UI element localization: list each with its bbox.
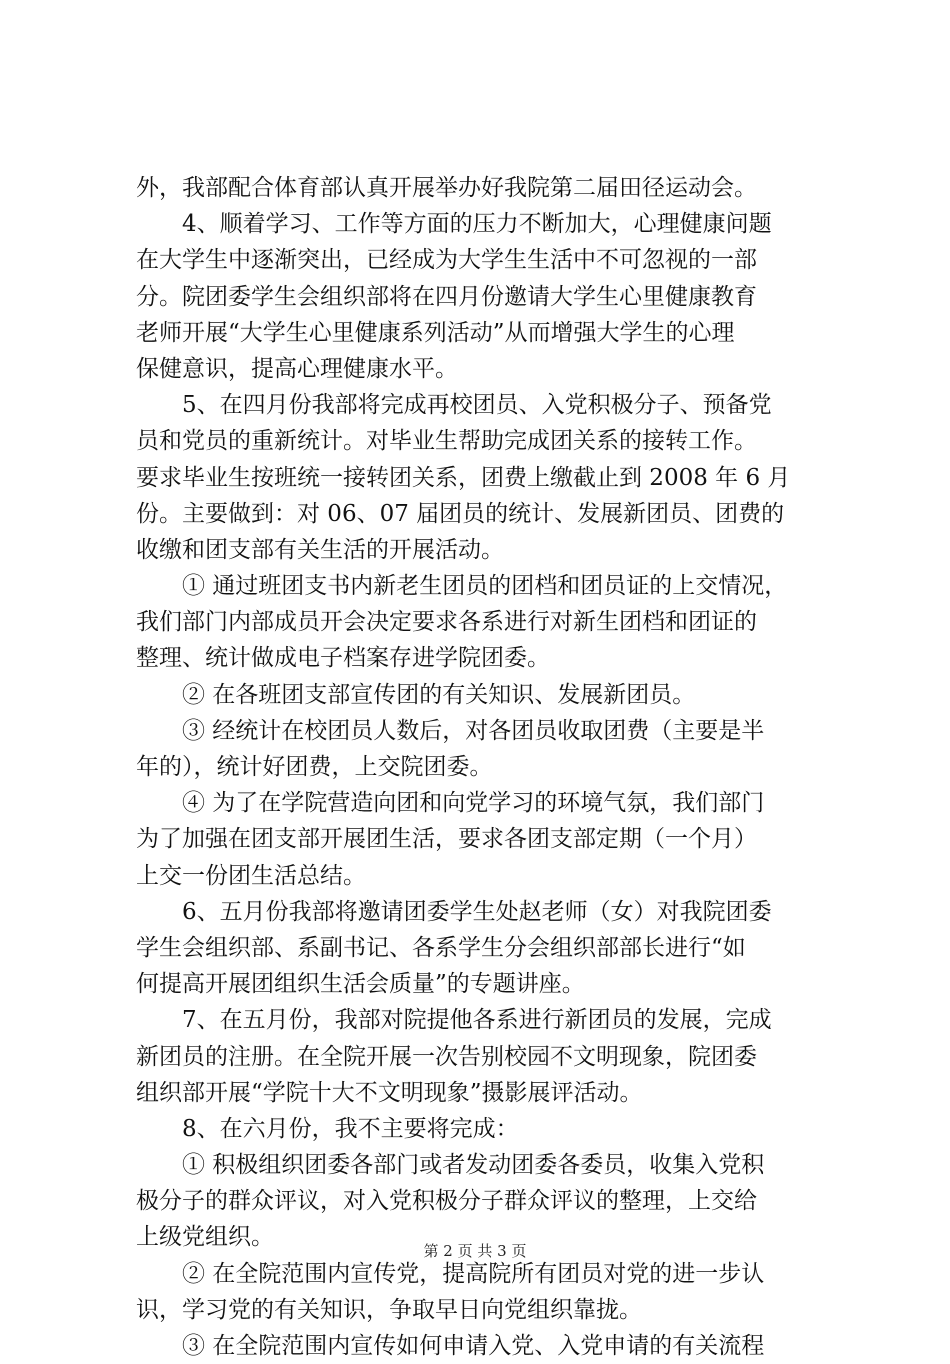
text-line: 我们部门内部成员开会决定要求各系进行对新生团档和团证的 (136, 609, 757, 636)
text-line: ① 通过班团支书内新老生团员的团档和团员证的上交情况， (182, 573, 788, 600)
text-line: 老师开展“大学生心里健康系列活动”从而增强大学生的心理 (136, 319, 735, 346)
text-line: 在大学生中逐渐突出，已经成为大学生生活中不可忽视的一部 (136, 247, 757, 274)
text-line: 为了加强在团支部开展团生活，要求各团支部定期（一个月） (136, 826, 757, 853)
text-line: 组织部开展“学院十大不文明现象”摄影展评活动。 (136, 1079, 643, 1106)
text-line: 保健意识，提高心理健康水平。 (136, 355, 458, 382)
text-line: 员和党员的重新统计。对毕业生帮助完成团关系的接转工作。 (136, 428, 757, 455)
text-line: 份。主要做到：对 06、07 届团员的统计、发展新团员、团费的 (136, 500, 785, 527)
text-line: ③ 在全院范围内宣传如何申请入党、入党申请的有关流程 (182, 1333, 765, 1359)
text-line: ③ 经统计在校团员人数后，对各团员收取团费（主要是半 (182, 717, 765, 744)
text-line: 4、顺着学习、工作等方面的压力不断加大，心理健康问题 (182, 211, 772, 238)
text-line: 年的），统计好团费，上交院团委。 (136, 754, 493, 780)
text-line: 要求毕业生按班统一接转团关系，团费上缴截止到 2008 年 6 月 (136, 464, 791, 491)
text-line: 7、在五月份，我部对院提他各系进行新团员的发展，完成 (182, 1007, 772, 1034)
text-line: ④ 为了在学院营造向团和向党学习的环境气氛，我们部门 (182, 790, 765, 817)
text-line: ② 在各班团支部宣传团的有关知识、发展新团员。 (182, 681, 696, 708)
text-line: 识，学习党的有关知识，争取早日向党组织靠拢。 (136, 1296, 642, 1323)
text-line: 8、在六月份，我不主要将完成： (182, 1115, 519, 1142)
text-line: ② 在全院范围内宣传党，提高院所有团员对党的进一步认 (182, 1260, 765, 1287)
page-number-footer: 第 2 页 共 3 页 (423, 1242, 527, 1260)
text-line: 分。院团委学生会组织部将在四月份邀请大学生心里健康教育 (136, 283, 757, 310)
text-line: 何提高开展团组织生活会质量”的专题讲座。 (136, 971, 585, 998)
text-line: 上级党组织。 (136, 1224, 274, 1251)
text-line: 6、五月份我部将邀请团委学生处赵老师（女）对我院团委 (182, 898, 772, 925)
text-line: 整理、统计做成电子档案存进学院团委。 (136, 645, 550, 672)
text-line: 学生会组织部、系副书记、各系学生分会组织部部长进行“如 (136, 934, 746, 961)
text-line: 5、在四月份我部将完成再校团员、入党积极分子、预备党 (182, 392, 772, 419)
text-line: 上交一份团生活总结。 (136, 862, 366, 889)
text-line: 外，我部配合体育部认真开展举办好我院第二届田径运动会。 (136, 175, 757, 201)
text-line: 极分子的群众评议，对入党积极分子群众评议的整理，上交给 (136, 1188, 757, 1215)
text-line: 收缴和团支部有关生活的开展活动。 (136, 536, 504, 563)
document-body (136, 170, 836, 1364)
text-line: 新团员的注册。在全院开展一次告别校园不文明现象，院团委 (136, 1043, 757, 1070)
text-line: ① 积极组织团委各部门或者发动团委各委员，收集入党积 (182, 1152, 765, 1179)
